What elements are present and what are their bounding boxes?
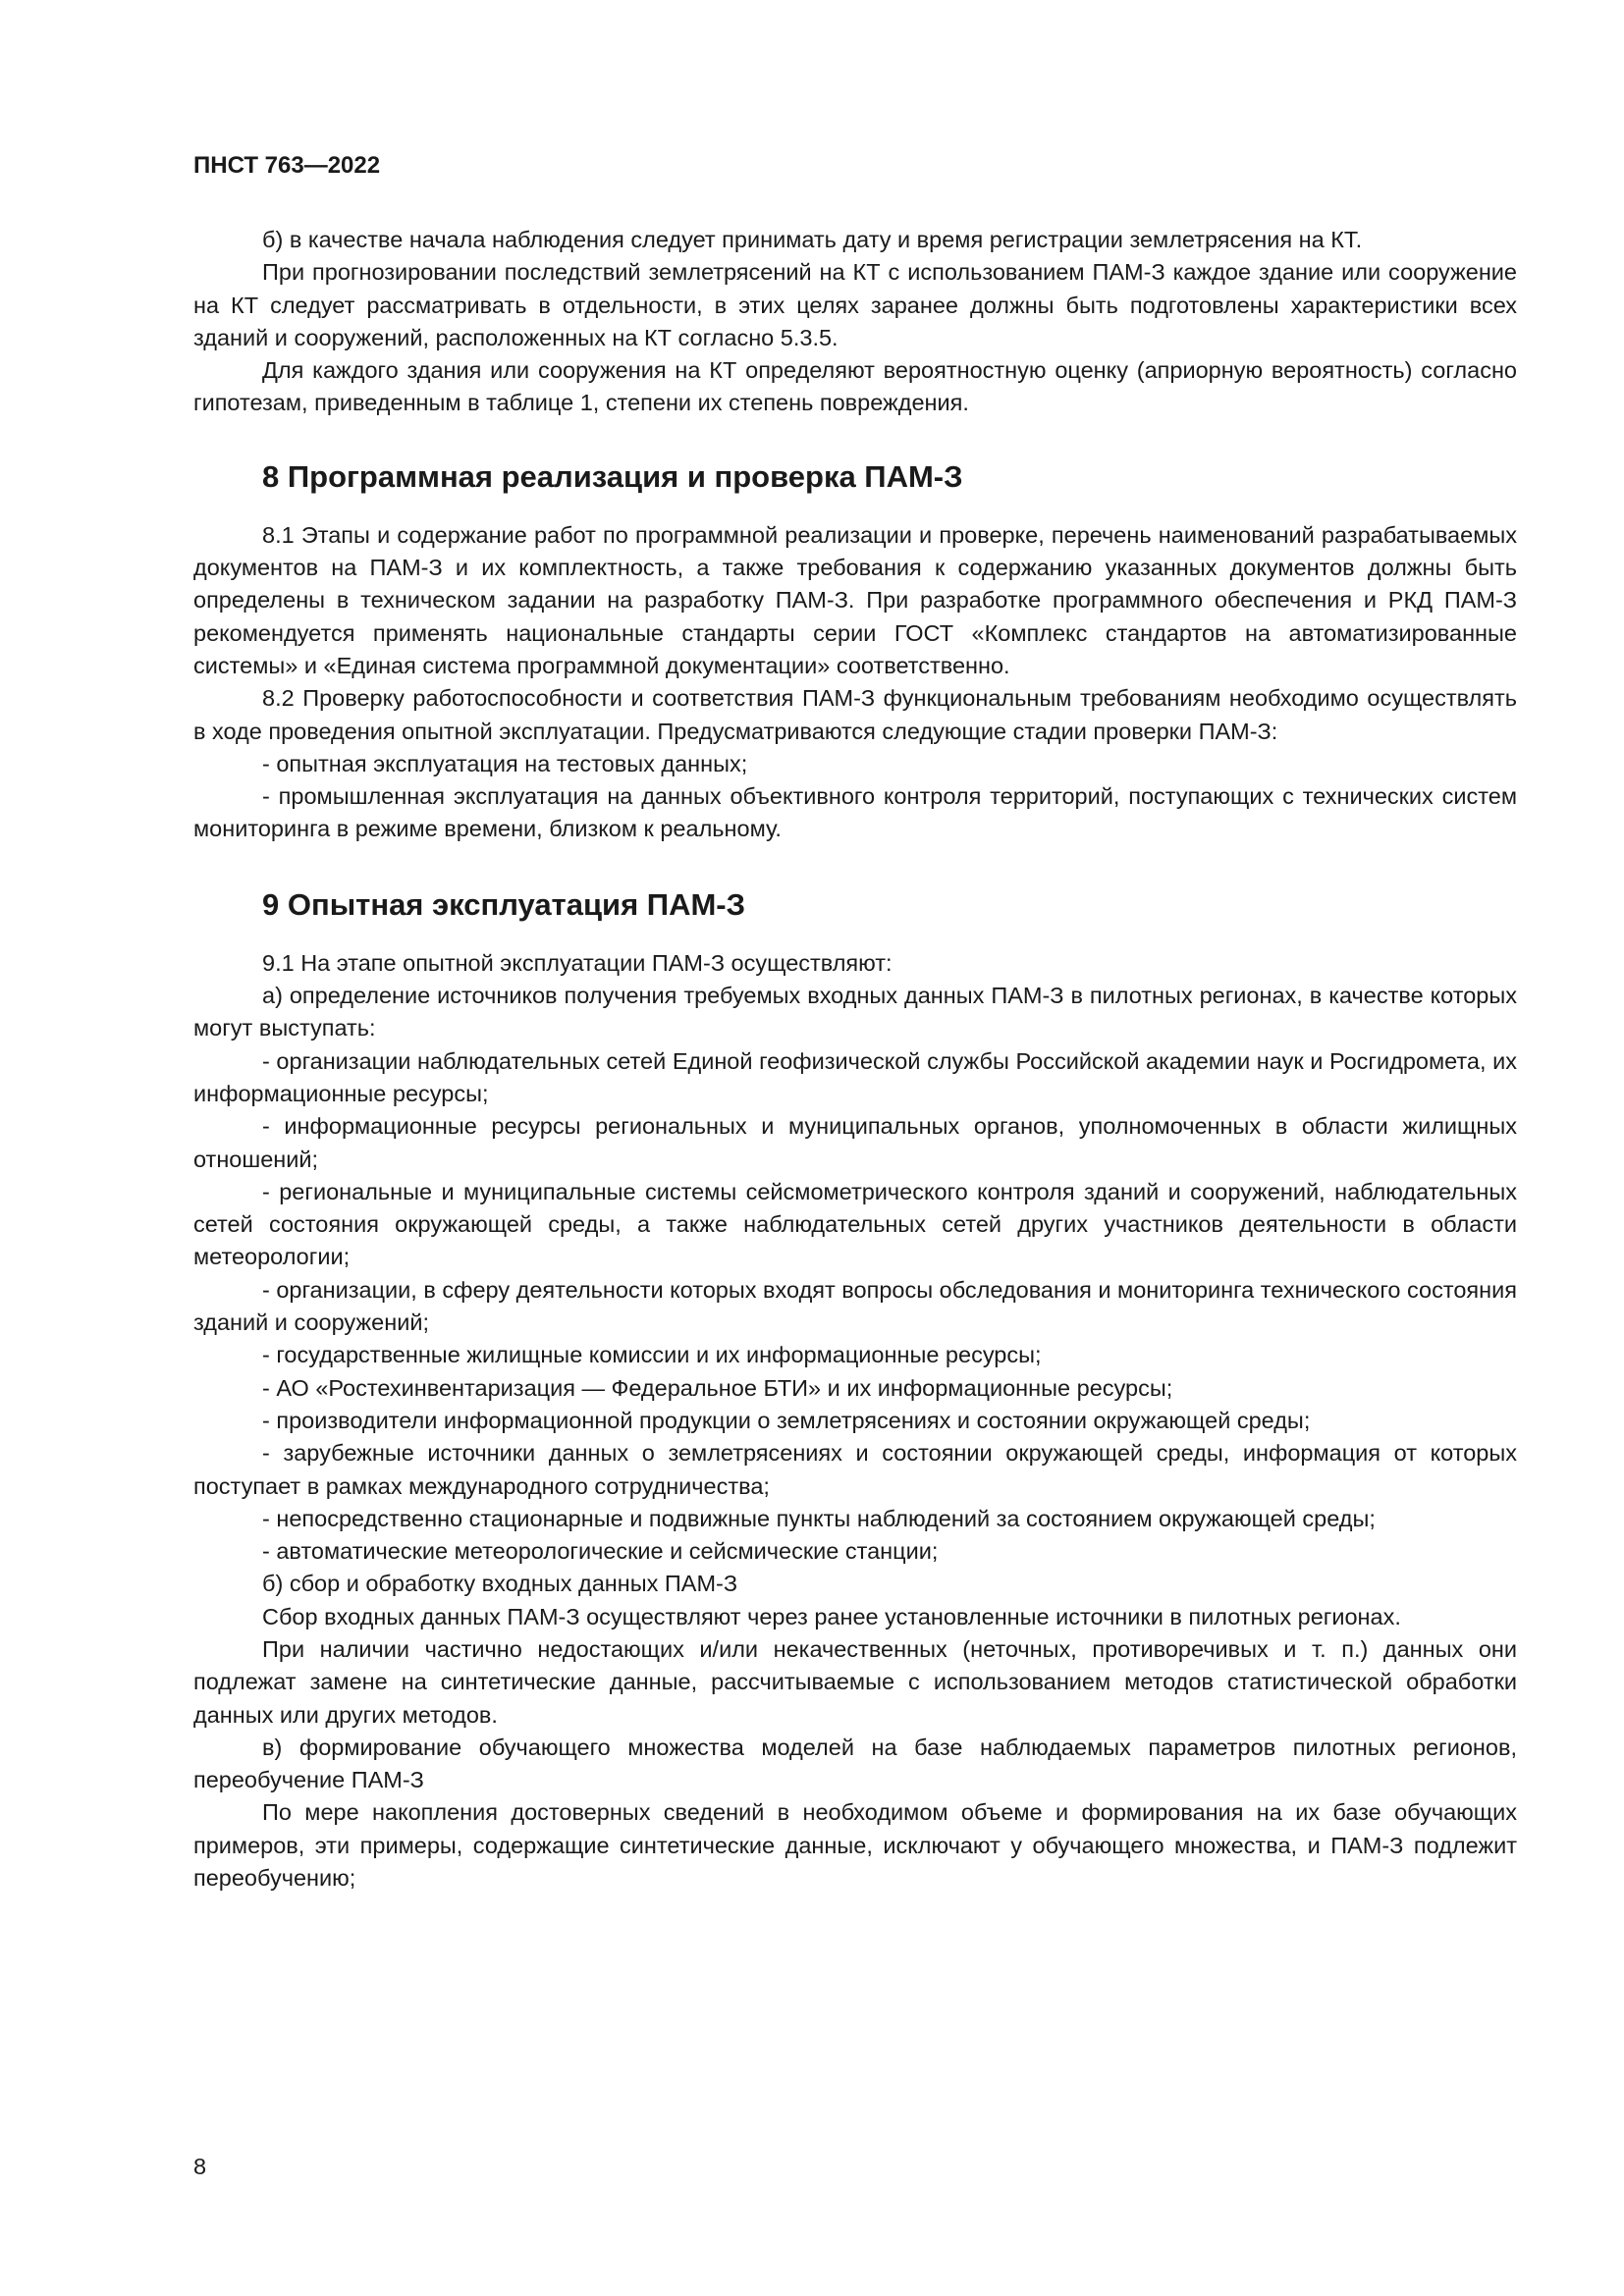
paragraph: 8.2 Проверку работоспособности и соответствия ПАМ-З функциональным требованиям необходимо осуществлять в ходе проведения опытной эксплуатации. Предусматриваются следующие стадии проверки ПАМ-З: [193,685,1517,744]
list-item: - организации, в сферу деятельности которых входят вопросы обследования и мониторинга технического состояния зданий и сооружений; [193,1276,1517,1336]
list-item: - информационные ресурсы региональных и муниципальных органов, уполномоченных в области жилищных отношений; [193,1113,1517,1172]
list-item: - опытная эксплуатация на тестовых данных; [262,750,748,776]
list-item: - производители информационной продукции о землетрясениях и состоянии окружающей среды; [262,1407,1311,1433]
list-item: - региональные и муниципальные системы сейсмометрического контроля зданий и сооружений, наблюдательных сетей состояния окружающей среды, а также наблюдательных сетей других участников деятельности в области метеорологии; [193,1178,1517,1270]
page-content [193,224,1517,1895]
list-item: б) сбор и обработку входных данных ПАМ-З [262,1571,738,1597]
list-item: - АО «Ростехинвентаризация — Федеральное БТИ» и их информационные ресурсы; [262,1374,1173,1401]
list-item: - зарубежные источники данных о землетрясениях и состоянии окружающей среды, информация от которых поступает в рамках международного сотрудничества; [193,1440,1517,1499]
list-item: - промышленная эксплуатация на данных объективного контроля территорий, поступающих с технических систем мониторинга в режиме времени, близком к реальному. [193,783,1517,842]
paragraph: При прогнозировании последствий землетрясений на КТ с использованием ПАМ-З каждое здание или сооружение на КТ следует рассматривать в отдельности, в этих целях заранее должны быть подготовлены характеристики всех зданий и сооружений, расположенных на КТ согласно 5.3.5. [193,259,1517,350]
section-9-title: 9 Опытная эксплуатация ПАМ-З [262,886,746,922]
paragraph: По мере накопления достоверных сведений в необходимом объеме и формирования на их базе обучающих примеров, эти примеры, содержащие синтетические данные, исключают у обучающего множества, и ПАМ-З подлежит переобучению; [193,1799,1517,1892]
list-item: - государственные жилищные комиссии и их информационные ресурсы; [262,1342,1042,1368]
section-8-title: 8 Программная реализация и проверка ПАМ-З [262,458,963,494]
list-item: а) определение источников получения требуемых входных данных ПАМ-З в пилотных регионах, в качестве которых могут выступать: [193,983,1517,1041]
paragraph: 9.1 На этапе опытной эксплуатации ПАМ-З осуществляют: [262,949,893,976]
paragraph: Для каждого здания или сооружения на КТ определяют вероятностную оценку (априорную вероятность) согласно гипотезам, приведенным в таблице 1, степени их степень повреждения. [193,357,1517,416]
list-item: - автоматические метеорологические и сейсмические станции; [262,1538,939,1565]
page-number: 8 [193,2154,207,2179]
paragraph: б) в качестве начала наблюдения следует принимать дату и время регистрации землетрясения на КТ. [262,227,1363,252]
paragraph: При наличии частично недостающих и/или некачественных (неточных, противоречивых и т. п.) данных они подлежат замене на синтетические данные, рассчитываемые с использованием методов статистической обработки данных или других методов. [193,1635,1517,1728]
document-code: ПНСТ 763—2022 [193,152,381,179]
list-item: - непосредственно стационарные и подвижные пункты наблюдений за состоянием окружающей среды; [262,1505,1376,1531]
list-item: в) формирование обучающего множества моделей на базе наблюдаемых параметров пилотных регионов, переобучение ПАМ-З [193,1734,1517,1793]
list-item: - организации наблюдательных сетей Единой геофизической службы Российской академии наук и Росгидромета, их информационные ресурсы; [193,1047,1517,1106]
paragraph: Сбор входных данных ПАМ-З осуществляют через ранее установленные источники в пилотных регионах. [262,1603,1401,1629]
paragraph: 8.1 Этапы и содержание работ по программной реализации и проверке, перечень наименований разрабатываемых документов на ПАМ-З и их комплектность, а также требования к содержанию указанных документов должны быть определены в техническом задании на разработку ПАМ-З. При разработке программного обеспечения и РКД ПАМ-З рекомендуется применять национальные стандарты серии ГОСТ «Комплекс стандартов на автоматизированные системы» и «Единая система программной документации» соответственно. [193,521,1517,678]
